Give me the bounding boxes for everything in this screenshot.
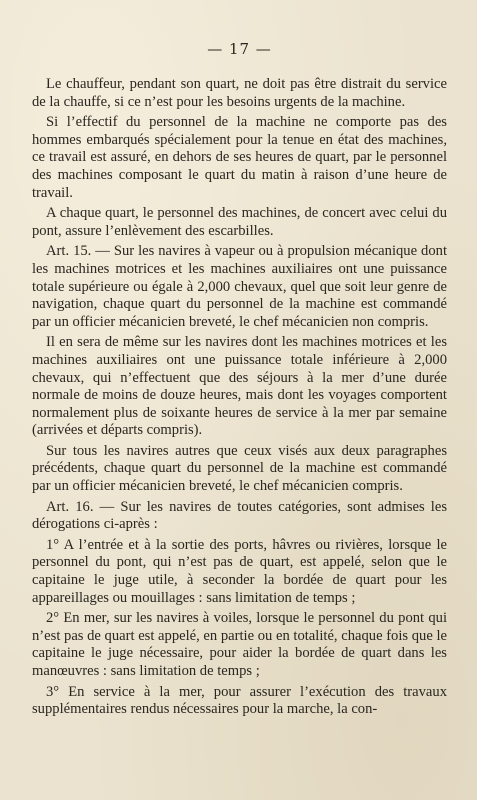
- paragraph-derogation-2: 2° En mer, sur les navires à voiles, lorsque le personnel du pont qui n’est pas de quart est appelé, en partie ou en totalité, chaque fois que le capitaine le juge nécessaire, pour aider la bordée de quart dans les manœuvres : sans limitation de temps ;: [32, 610, 447, 679]
- paragraph-art-16: Art. 16. — Sur les navires de toutes catégories, sont admises les dérogations ci-après :: [32, 498, 447, 533]
- paragraph-art-15-second: Il en sera de même sur les navires dont les machines motrices et les machines auxiliaires ont une puissance totale inférieure à 2,000 chevaux, qui n’effectuent que des séjours à la mer d’une durée normale de moins de douze heures, mais dont les voyages comportent normalement plus de soixante heures de service à la mer par semaine (arrivées et départs compris).: [32, 334, 447, 439]
- paragraph-effectif: Si l’effectif du personnel de la machine ne comporte pas des hommes embarqués spécialement pour la tenue en état des machines, ce travail est assuré, en dehors de ses heures de quart, par le personnel des machines composant le quart du matin à raison d’une heure de travail.: [32, 114, 447, 201]
- paragraph-derogation-1: 1° A l’entrée et à la sortie des ports, hâvres ou rivières, lorsque le personnel du pont, qui n’est pas de quart, est appelé, selon que le capitaine le juge utile, à seconder la bordée de quart pour les appareillages ou mouillages : sans limitation de temps ;: [32, 536, 447, 606]
- paragraph-art-15: Art. 15. — Sur les navires à vapeur ou à propulsion mécanique dont les machines motrices et les machines auxiliaires ont une puissance totale supérieure ou égale à 2,000 chevaux, quel que soit leur genre de navigation, chaque quart du personnel de la machine est commandé par un officier mécanicien breveté, le chef mécanicien non compris.: [32, 243, 447, 330]
- paragraph-derogation-3: 3° En service à la mer, pour assurer l’exécution des travaux supplémentaires rendus nécessaires pour la marche, la con-: [32, 683, 447, 718]
- paragraph-escarbilles: A chaque quart, le personnel des machines, de concert avec celui du pont, assure l’enlèvement des escarbilles.: [32, 205, 447, 239]
- page-number: — 17 —: [207, 40, 272, 58]
- paragraph-art-15-third: Sur tous les navires autres que ceux visés aux deux paragraphes précédents, chaque quart du personnel de la machine est commandé par un officier mécanicien breveté, le chef mécanicien compris.: [32, 442, 447, 495]
- paragraph-chauffeur: Le chauffeur, pendant son quart, ne doit pas être distrait du service de la chauffe, si ce n’est pour les besoins urgents de la machine.: [32, 76, 447, 110]
